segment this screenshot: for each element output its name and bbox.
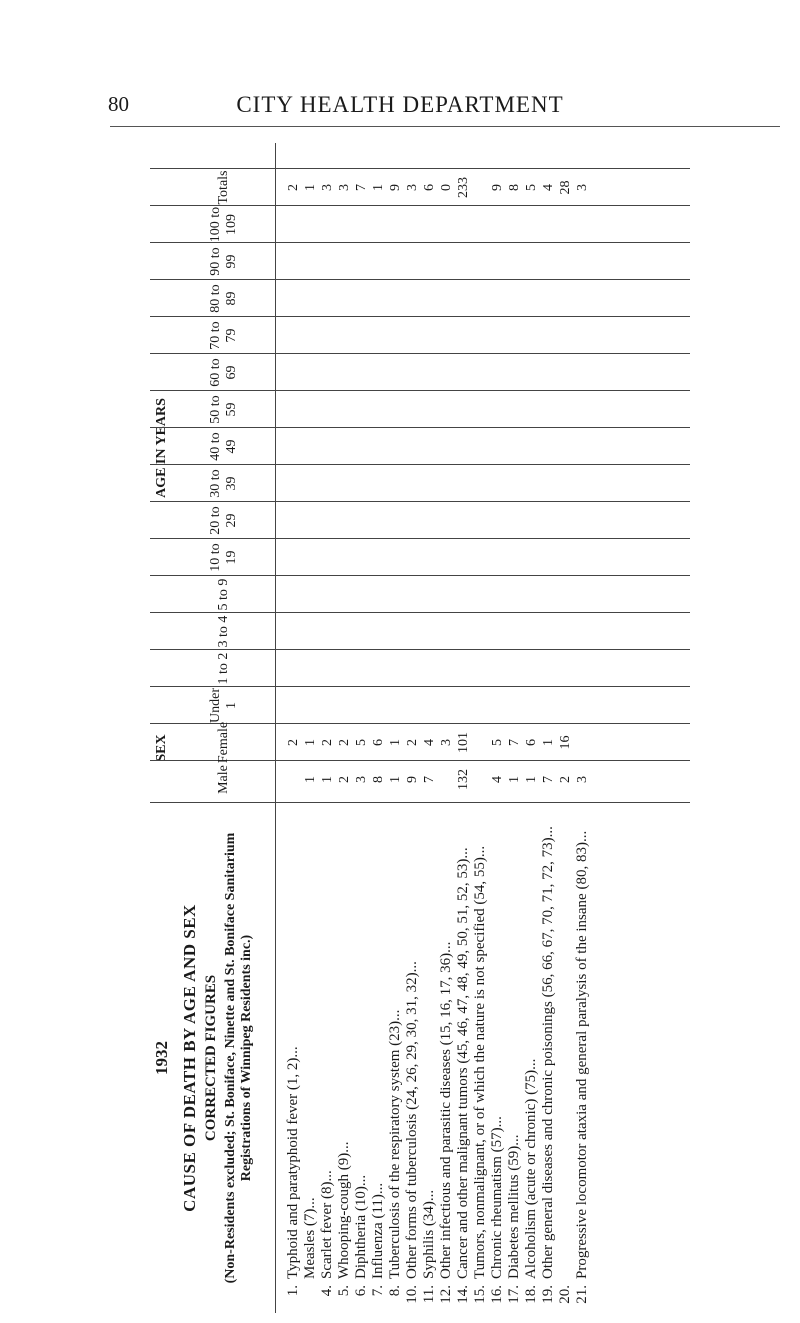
- table-cell: 2: [337, 776, 352, 783]
- table-cell: 7: [422, 776, 437, 783]
- column-header: 1 to 2: [216, 652, 231, 685]
- table-cell: 3: [575, 184, 590, 191]
- table-cell: 2: [405, 739, 420, 746]
- row-number: 5.: [336, 1285, 352, 1297]
- column-header: 50 to 59: [208, 395, 239, 424]
- table-cell: 2: [286, 739, 301, 746]
- cause-list: [285, 803, 591, 1279]
- row-number: 17.: [506, 1285, 522, 1304]
- column-divider: [150, 802, 690, 803]
- cause-label: Alcoholism (acute or chronic) (75)...: [523, 1058, 539, 1279]
- sex-heading: SEX: [154, 734, 169, 762]
- table-cell: 6: [524, 739, 539, 746]
- column-header: 60 to 69: [208, 358, 239, 387]
- table-cell: 1: [541, 739, 556, 746]
- column-header: 70 to 79: [208, 321, 239, 350]
- header-divider: [275, 143, 276, 1313]
- cause-label: Typhoid and paratyphoid fever (1, 2)...: [285, 1046, 301, 1279]
- cause-label: Other general diseases and chronic poisonings (56, 66, 67, 70, 71, 72, 73)...: [540, 826, 556, 1279]
- table-note: (Non-Residents excluded; St. Boniface, Ninette and St. Boniface Sanitarium Registrations of Winnipeg Residents inc.): [223, 832, 254, 1284]
- cause-label: [557, 803, 574, 1279]
- row-number: 14.: [455, 1285, 471, 1304]
- table-cell: 4: [541, 184, 556, 191]
- table-cell: 6: [422, 184, 437, 191]
- column-header: 5 to 9: [216, 578, 231, 611]
- row-number: 8.: [387, 1285, 403, 1297]
- table-cell: 1: [303, 739, 318, 746]
- header-rule: [110, 126, 780, 127]
- cause-label: Tumors, nonmalignant, or of which the nature is not specified (54, 55)...: [472, 845, 488, 1279]
- table-cell: 9: [405, 776, 420, 783]
- column-header: Under 1: [208, 688, 239, 723]
- row-number: 21.: [574, 1285, 590, 1304]
- table-cell: 1: [388, 776, 403, 783]
- table-cell: [438, 761, 455, 798]
- table-cell: 0: [439, 184, 454, 191]
- column-header: Male: [216, 765, 231, 794]
- cause-label: Whooping-cough (9)...: [336, 1141, 352, 1279]
- cause-label: Influenza (11)...: [370, 1182, 386, 1279]
- table-cell: [472, 169, 489, 206]
- table-cell: 7: [507, 739, 522, 746]
- cause-label: Other infectious and parasitic diseases (15, 16, 17, 36)...: [438, 941, 454, 1279]
- table-cell: 1: [507, 776, 522, 783]
- table-cell: 2: [337, 739, 352, 746]
- table-cell: 1: [371, 184, 386, 191]
- table-cell: 3: [439, 739, 454, 746]
- row-numbers: [285, 1279, 591, 1313]
- cause-label: Other forms of tuberculosis (24, 26, 29, 30, 31, 32)...: [404, 961, 420, 1279]
- page-header: [0, 92, 800, 132]
- table-cell: 1: [303, 776, 318, 783]
- table-cell: 9: [388, 184, 403, 191]
- table-title-block: [150, 803, 270, 1313]
- table-cell: 7: [354, 184, 369, 191]
- table-cell: 5: [490, 739, 505, 746]
- column-header: 80 to 89: [208, 284, 239, 313]
- table-cell: 3: [575, 776, 590, 783]
- row-number: 4.: [319, 1285, 335, 1297]
- table-cell: 2: [558, 776, 573, 783]
- table-cell: 7: [541, 776, 556, 783]
- table-cell: [285, 761, 302, 798]
- table-cell: 6: [371, 739, 386, 746]
- cause-label: Cancer and other malignant tumors (45, 46, 47, 48, 49, 50, 51, 52, 53)...: [455, 847, 471, 1279]
- row-number: 12.: [438, 1285, 454, 1304]
- table-cell: 1: [303, 184, 318, 191]
- row-number: [302, 1279, 319, 1313]
- column-header: 10 to 19: [208, 543, 239, 572]
- department-title: CITY HEALTH DEPARTMENT: [236, 92, 564, 117]
- cause-label: Diabetes mellitus (59)...: [506, 1134, 522, 1279]
- table-cell: 3: [320, 184, 335, 191]
- cause-label: Measles (7)...: [302, 1197, 318, 1279]
- cause-label: Diphtheria (10)...: [353, 1174, 369, 1279]
- table-cell: [472, 724, 489, 761]
- table-title: CAUSE OF DEATH BY AGE AND SEX: [180, 904, 199, 1212]
- table-cell: 16: [558, 735, 573, 750]
- column-header: Female: [216, 721, 231, 764]
- cause-label: Progressive locomotor ataxia and general paralysis of the insane (80, 83)...: [574, 830, 590, 1279]
- row-number: 6.: [353, 1285, 369, 1297]
- table-cell: 1: [320, 776, 335, 783]
- row-number: 7.: [370, 1285, 386, 1297]
- table-cell: 8: [507, 184, 522, 191]
- row-number: 16.: [489, 1285, 505, 1304]
- age-heading: AGE IN YEARS: [154, 398, 169, 498]
- table-cell: 5: [354, 739, 369, 746]
- table-cell: 1: [524, 776, 539, 783]
- cause-label: Scarlet fever (8)...: [319, 1170, 335, 1279]
- column-header: 90 to 99: [208, 247, 239, 276]
- row-number: 19.: [540, 1285, 556, 1304]
- column-header: 40 to 49: [208, 432, 239, 461]
- table-year: 1932: [152, 1041, 171, 1075]
- page-number: 80: [108, 92, 129, 116]
- table-cell: 28: [558, 180, 573, 195]
- column-header: Totals: [216, 170, 231, 205]
- table-cell: 9: [490, 184, 505, 191]
- row-number: 20.: [557, 1285, 573, 1304]
- table-cell: 3: [337, 184, 352, 191]
- table-cell: 3: [354, 776, 369, 783]
- table-cell: 4: [490, 776, 505, 783]
- table-cell: 101: [456, 732, 471, 753]
- column-header: 3 to 4: [216, 615, 231, 648]
- table-cell: 2: [286, 184, 301, 191]
- row-number: 18.: [523, 1285, 539, 1304]
- row-number: 15.: [472, 1285, 488, 1304]
- column-header: 100 to 109: [208, 206, 239, 243]
- cause-label: Chronic rheumatism (57)...: [489, 1116, 505, 1279]
- table-cell: [574, 724, 591, 761]
- row-number: 10.: [404, 1285, 420, 1304]
- table-cell: 1: [388, 739, 403, 746]
- table-cell: 132: [456, 769, 471, 790]
- table-cell: 4: [422, 739, 437, 746]
- column-header: 20 to 29: [208, 506, 239, 535]
- rotated-table: [150, 143, 690, 1313]
- table-cell: 8: [371, 776, 386, 783]
- table-subtitle: CORRECTED FIGURES: [203, 974, 219, 1142]
- row-number: 11.: [421, 1285, 437, 1304]
- row-number: 1.: [285, 1285, 301, 1297]
- table-cell: [472, 761, 489, 798]
- table-cell: 5: [524, 184, 539, 191]
- table-cell: 3: [405, 184, 420, 191]
- cause-label: Tuberculosis of the respiratory system (23)...: [387, 1009, 403, 1279]
- cause-label: Syphilis (34)...: [421, 1189, 437, 1279]
- column-header: 30 to 39: [208, 469, 239, 498]
- table-cell: 2: [320, 739, 335, 746]
- table-cell: 233: [456, 177, 471, 198]
